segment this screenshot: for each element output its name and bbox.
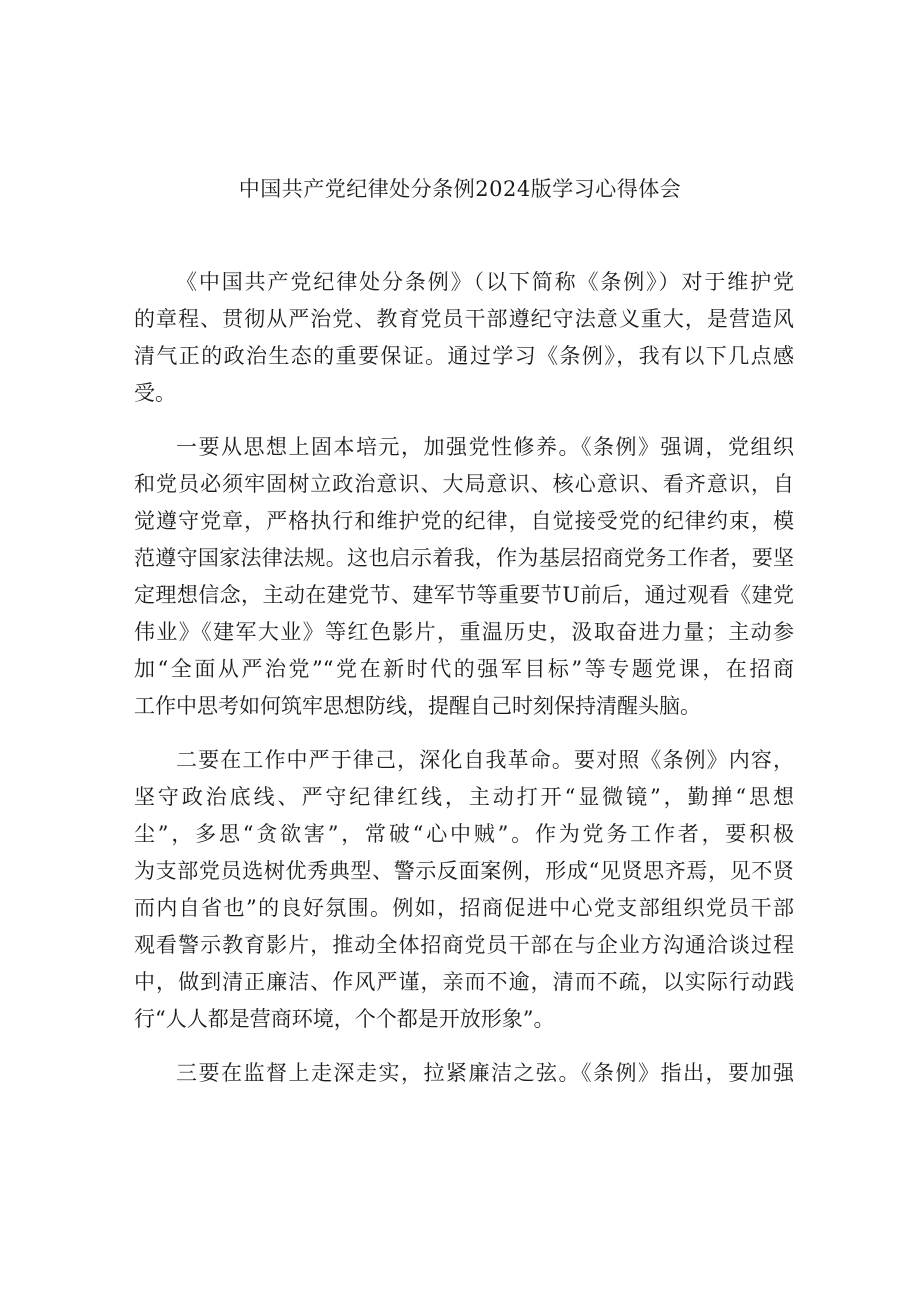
paragraph-point-three — [134, 1055, 794, 1092]
paragraph-intro — [134, 264, 794, 412]
text-line: 觉遵守党章，严格执行和维护党的纪律，自觉接受党的纪律约束，模 — [134, 509, 794, 533]
text-line: 中，做到清正廉洁、作风严谨，亲而不逾，清而不疏，以实际行动践 — [134, 970, 794, 994]
text-line: 的章程、贯彻从严治党、教育党员干部遵纪守法意义重大，是营造风 — [134, 307, 794, 331]
text-line: 坚守政治底线、严守纪律红线，主动打开“显微镜”，勤掸“思想 — [134, 785, 794, 809]
text-line: 尘”，多思“贪欲害”，常破“心中贼”。作为党务工作者，要积极 — [134, 822, 794, 846]
document-body — [134, 264, 794, 1092]
text-line: 清气正的政治生态的重要保证。通过学习《条例》，我有以下几点感 — [134, 344, 794, 368]
text-line: 三要在监督上走深走实，拉紧廉洁之弦。《条例》指出，要加强 — [176, 1061, 794, 1085]
text-line: 观看警示教育影片，推动全体招商党员干部在与企业方沟通洽谈过程 — [134, 933, 794, 957]
text-line: 范遵守国家法律法规。这也启示着我，作为基层招商党务工作者，要坚 — [134, 546, 794, 570]
document-title: 中国共产党纪律处分条例2024版学习心得体会 — [238, 177, 682, 201]
text-line: 工作中思考如何筑牢思想防线，提醒自己时刻保持清醒头脑。 — [134, 694, 701, 718]
text-line: 伟业》《建军大业》等红色影片，重温历史，汲取奋进力量；主动参 — [134, 620, 794, 644]
text-line: 行“人人都是营商环境，个个都是开放形象”。 — [134, 1007, 555, 1031]
paragraph-point-two — [134, 742, 794, 1038]
text-line: 受。 — [134, 381, 176, 405]
paragraph-point-one — [134, 429, 794, 725]
text-line: 和党员必须牢固树立政治意识、大局意识、核心意识、看齐意识，自 — [134, 472, 794, 496]
text-line: 为支部党员选树优秀典型、警示反面案例，形成“见贤思齐焉，见不贤 — [134, 859, 794, 883]
text-line: 二要在工作中严于律己，深化自我革命。要对照《条例》内容， — [176, 748, 794, 772]
text-line: 一要从思想上固本培元，加强党性修养。《条例》强调，党组织 — [176, 435, 794, 459]
text-line: 而内自省也”的良好氛围。例如，招商促进中心党支部组织党员干部 — [134, 896, 794, 920]
text-line: 《中国共产党纪律处分条例》（以下简称《条例》）对于维护党 — [176, 270, 794, 294]
text-line: 加“全面从严治党”“党在新时代的强军目标”等专题党课，在招商 — [134, 657, 794, 681]
text-line: 定理想信念，主动在建党节、建军节等重要节U前后，通过观看《建党 — [134, 583, 794, 607]
